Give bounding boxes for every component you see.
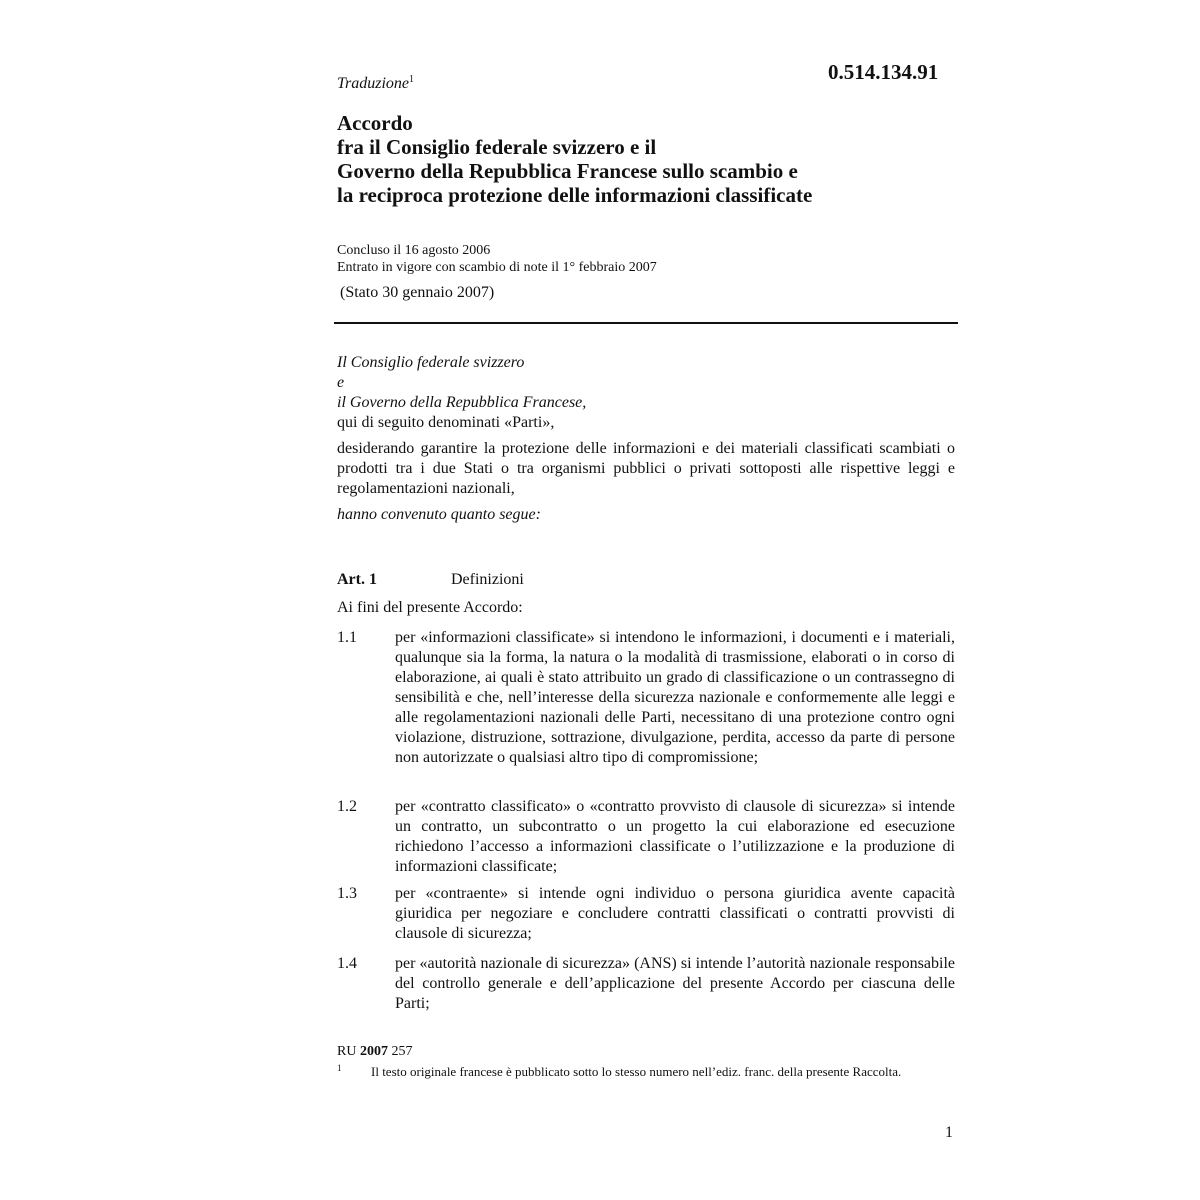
definition-item xyxy=(337,884,955,944)
ru-prefix: RU xyxy=(337,1044,357,1059)
footnote-ref[interactable]: 1 xyxy=(409,74,415,85)
concluded-date: Concluso il 16 agosto 2006 xyxy=(337,243,491,258)
definition-number: 1.4 xyxy=(337,955,357,972)
status-date: (Stato 30 gennaio 2007) xyxy=(340,284,495,301)
title-line: la reciproca protezione delle informazioni classificate xyxy=(337,183,813,207)
definition-number: 1.2 xyxy=(337,798,357,815)
agreement-dates xyxy=(337,242,657,276)
definition-item xyxy=(337,797,955,877)
footnote-number: 1 xyxy=(337,1063,342,1073)
footnote-text: Il testo originale francese è pubblicato sotto lo stesso numero nell’ediz. franc. della presente Raccolta. xyxy=(371,1064,902,1079)
conjunction: e xyxy=(337,374,345,391)
definition-text: per «contraente» si intende ogni individuo o persona giuridica avente capacità giuridica per negoziare e concludere contratti classificati o contratti provvisti di clausole di sicurezza; xyxy=(395,885,955,942)
preamble xyxy=(337,353,955,525)
document-number: 0.514.134.91 xyxy=(828,60,939,84)
preamble-desire: desiderando garantire la protezione delle informazioni e dei materiali classificati scambiati o prodotti tra i due Stati o tra organismi pubblici o privati sottoposti alle rispettive leggi e regolamentazioni nazionali, xyxy=(337,440,955,497)
denominated-parties: qui di seguito denominati «Parti», xyxy=(337,414,555,431)
definition-text: per «contratto classificato» o «contratto provvisto di clausole di sicurezza» si intende un contratto, un subcontratto o un progetto la cui elaborazione ed esecuzione richiedono l’accesso a informazioni classificate o l’utilizzazione e la produzione di informazioni classificate; xyxy=(395,798,955,875)
title-line: Governo della Repubblica Francese sullo scambio e xyxy=(337,159,798,183)
article-intro: Ai fini del presente Accordo: xyxy=(337,599,523,616)
definition-number: 1.1 xyxy=(337,629,357,646)
article-number: Art. 1 xyxy=(337,571,377,588)
page-number: 1 xyxy=(945,1124,953,1141)
article-title: Definizioni xyxy=(451,571,524,588)
official-collection-ref xyxy=(337,1044,412,1060)
ru-year: 2007 xyxy=(359,1044,388,1059)
party-1: Il Consiglio federale svizzero xyxy=(337,354,525,371)
definition-text: per «autorità nazionale di sicurezza» (ANS) si intende l’autorità nazionale responsabile del controllo generale e dell’applicazione del presente Accordo per ciascuna delle Parti; xyxy=(395,955,955,1012)
translation-label xyxy=(337,74,414,93)
article-heading xyxy=(337,571,524,589)
in-force-date: Entrato in vigore con scambio di note il 1° febbraio 2007 xyxy=(337,260,657,275)
header-divider xyxy=(334,322,958,324)
page-title xyxy=(337,111,977,207)
translation-label-text: Traduzione xyxy=(337,75,410,92)
definition-item xyxy=(337,628,955,768)
definition-text: per «informazioni classificate» si intendono le informazioni, i documenti e i materiali, qualunque sia la forma, la natura o la modalità di trasmissione, elaborati o in corso di elaborazione, ai quali è stato attribuito un grado di classificazione o un contrassegno di sensibilità e che, nell’interesse della sicurezza nazionale e conformemente alle leggi e alle regolamentazioni nazionali delle Parti, necessitano di una protezione contro ogni violazione, distruzione, sottrazione, divulgazione, perdita, accesso da parte di persone non autorizzate o qualsiasi altro tipo di compromissione; xyxy=(395,629,955,766)
party-2: il Governo della Repubblica Francese, xyxy=(337,394,587,411)
preamble-agreed: hanno convenuto quanto segue: xyxy=(337,506,541,523)
ru-page: 257 xyxy=(391,1044,413,1059)
footnote xyxy=(337,1064,917,1079)
definition-item xyxy=(337,954,955,1014)
title-line: fra il Consiglio federale svizzero e il xyxy=(337,135,657,159)
definition-number: 1.3 xyxy=(337,885,357,902)
title-line: Accordo xyxy=(337,111,413,135)
